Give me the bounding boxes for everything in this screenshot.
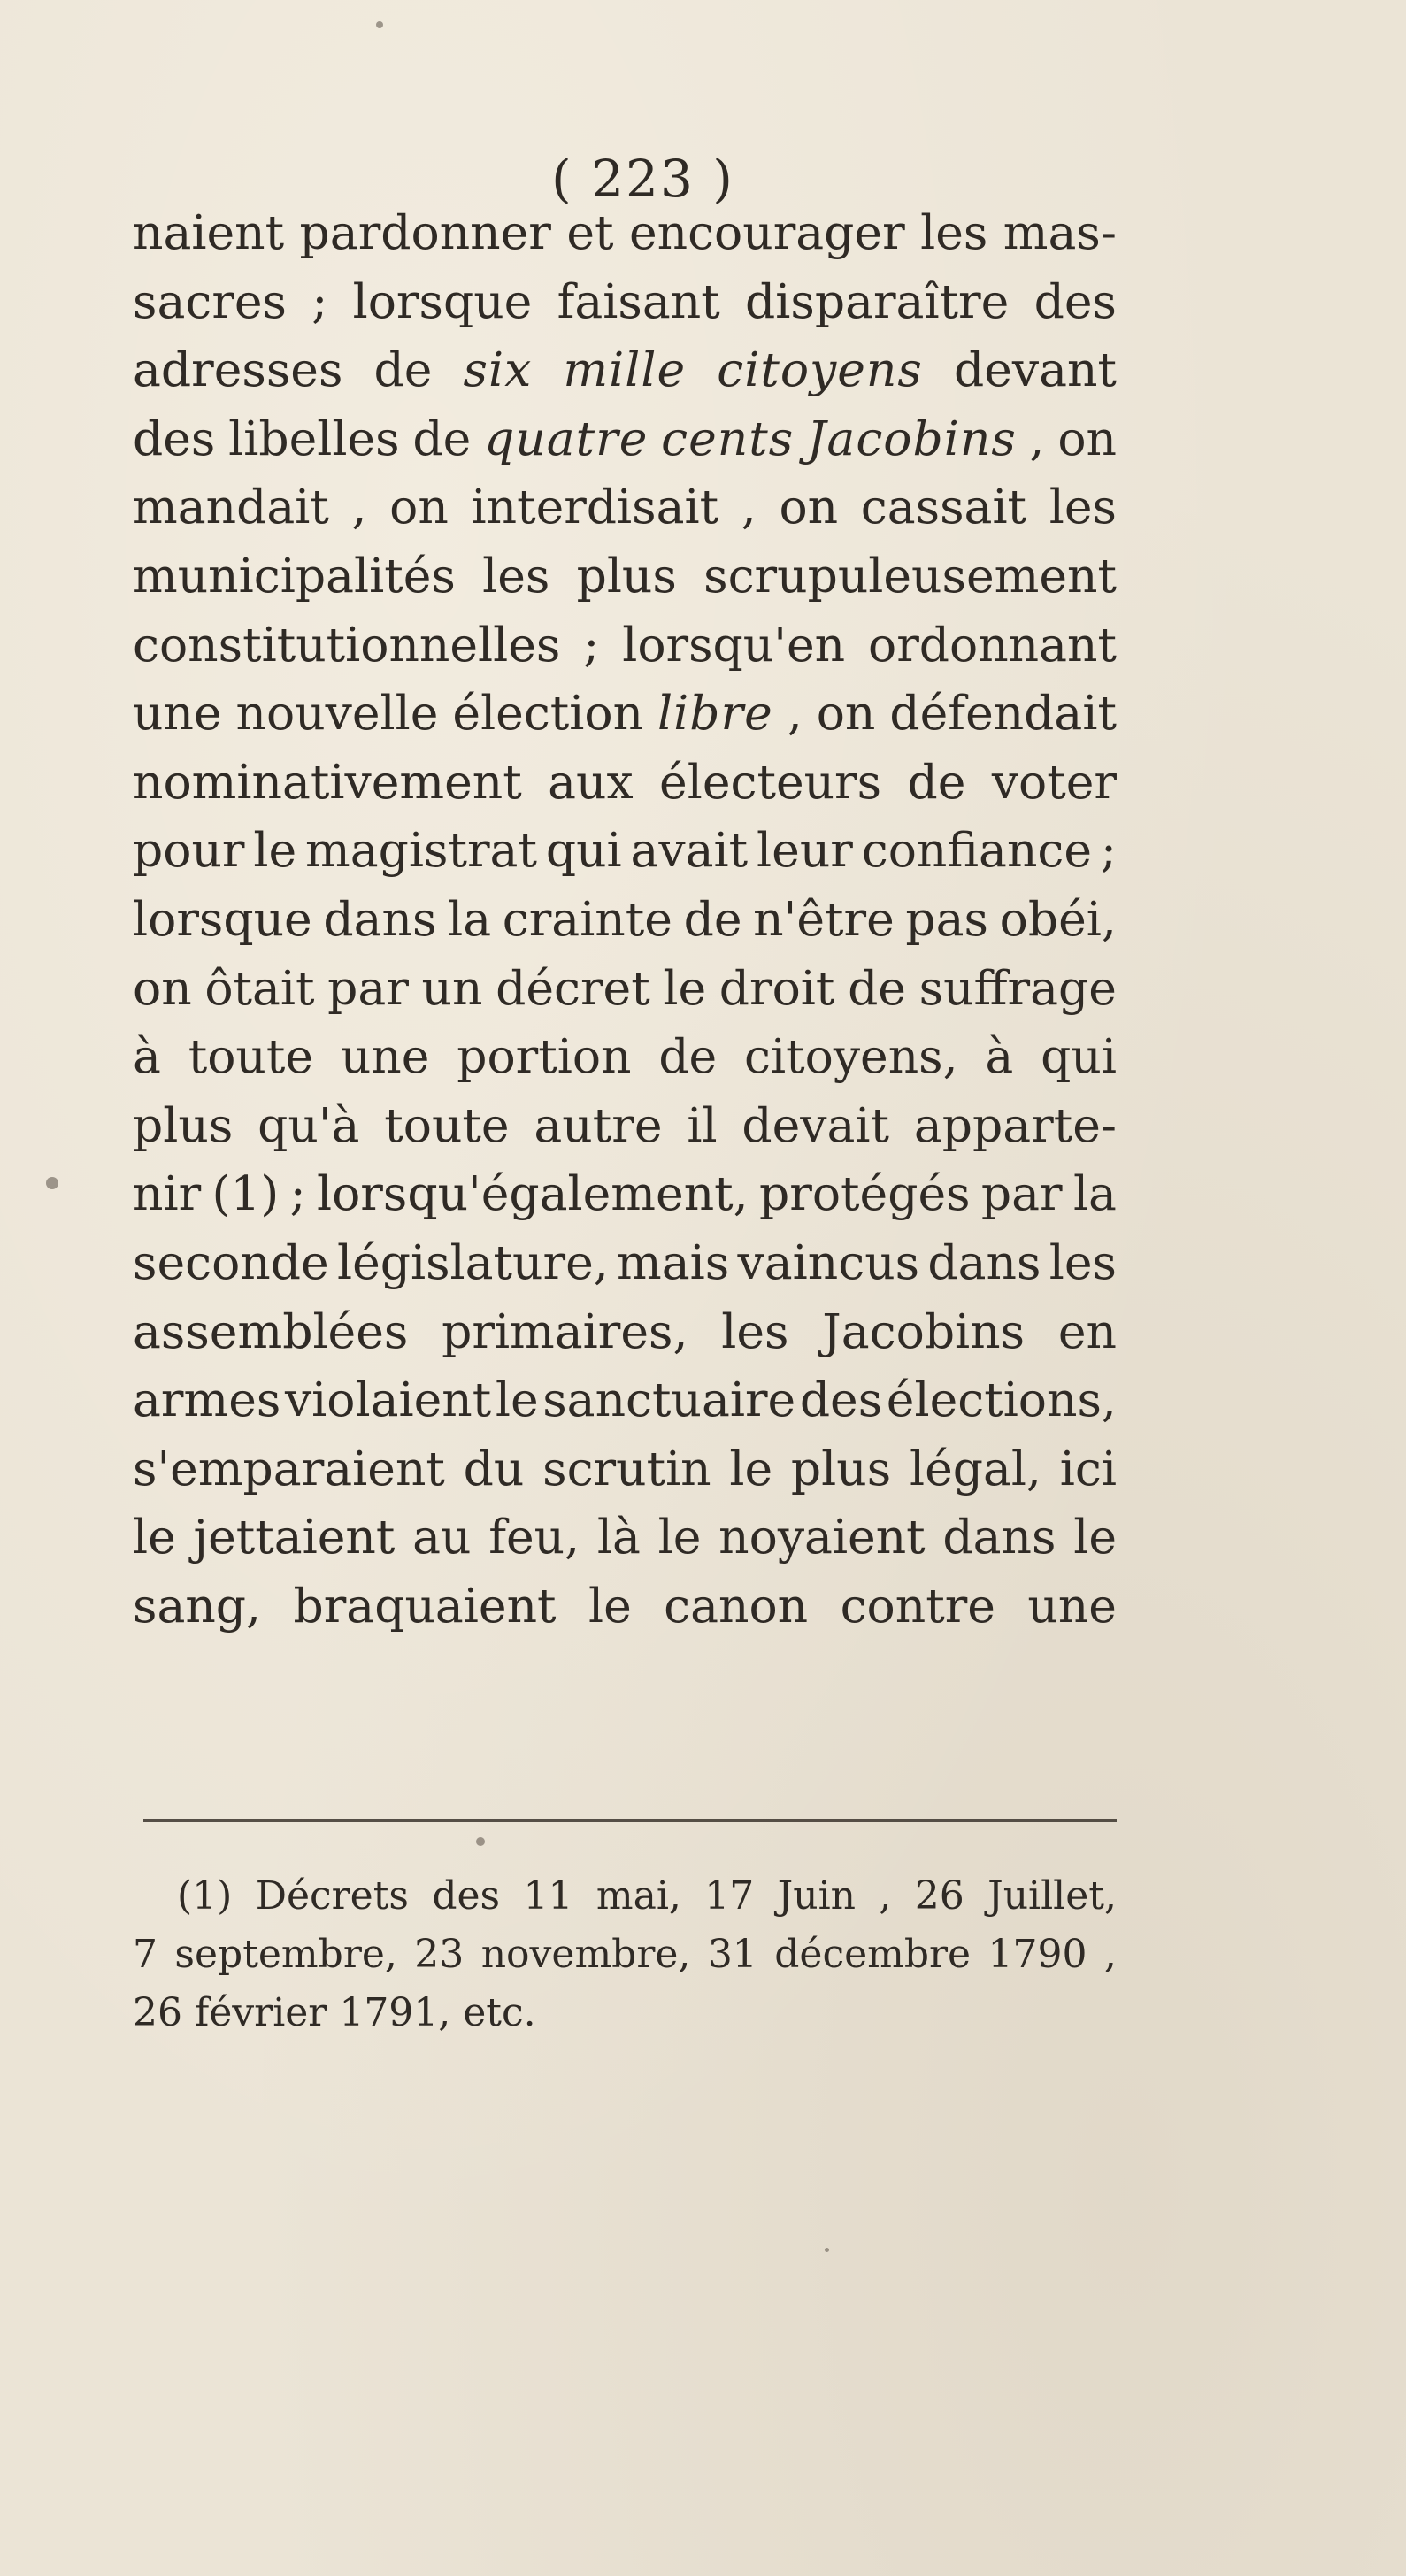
- text-line: [133, 1228, 1117, 1297]
- footnote-word: 7: [133, 1932, 158, 1977]
- word: lorsque: [352, 273, 533, 329]
- footnote-word: 1790: [987, 1932, 1087, 1977]
- text-line: [133, 748, 1117, 817]
- word: par: [327, 959, 409, 1016]
- footnote-word: 17: [704, 1873, 755, 1919]
- word: légal,: [909, 1440, 1041, 1496]
- text-line: [133, 1365, 1117, 1434]
- word: on: [779, 479, 839, 535]
- word: élection: [452, 685, 644, 742]
- word: des: [133, 410, 216, 466]
- word: interdisait: [471, 479, 719, 535]
- text-line: [133, 611, 1117, 680]
- word: magistrat: [305, 822, 537, 879]
- word: les: [1049, 479, 1117, 535]
- word: obéi,: [999, 890, 1117, 947]
- word: lorsqu'également,: [316, 1165, 749, 1222]
- text-line: [133, 954, 1117, 1023]
- italic-word: libre: [657, 685, 773, 742]
- word: du: [463, 1440, 525, 1496]
- word: primaires,: [442, 1303, 688, 1359]
- word: nouvelle: [235, 685, 439, 742]
- word: plus: [790, 1440, 892, 1496]
- word: au: [412, 1509, 472, 1565]
- text-line: [133, 816, 1117, 885]
- word: avait: [630, 822, 749, 879]
- paper-speck: [46, 1177, 58, 1189]
- word: mas-: [1003, 204, 1117, 260]
- word: dans: [323, 890, 437, 947]
- italic-word: mille: [563, 342, 687, 398]
- footnote-separator-rule: [143, 1819, 1117, 1822]
- word: voter: [991, 753, 1117, 810]
- word: il: [687, 1096, 718, 1153]
- word: assemblées: [133, 1303, 409, 1359]
- text-line: [133, 1159, 1117, 1228]
- paper-speck: [476, 1837, 485, 1846]
- word: encourager: [628, 204, 905, 260]
- footnote-word: septembre,: [174, 1932, 397, 1977]
- word: aux: [548, 753, 634, 810]
- word: constitutionnelles: [133, 616, 561, 673]
- footnote-word: ,: [879, 1873, 892, 1919]
- word: on: [389, 479, 449, 535]
- word: élections,: [886, 1372, 1117, 1428]
- word: seconde: [133, 1234, 329, 1290]
- word: sang,: [133, 1577, 262, 1634]
- word: plus: [133, 1096, 234, 1153]
- word: lorsque: [133, 890, 312, 947]
- footnote-word: Juin: [777, 1873, 856, 1919]
- text-line: [133, 473, 1117, 542]
- word: le: [663, 959, 707, 1016]
- word: à: [985, 1028, 1014, 1085]
- word: en: [1057, 1303, 1117, 1359]
- footnote-line: [133, 1926, 1117, 1984]
- body-text: [133, 198, 1117, 1640]
- word: qui: [545, 822, 622, 879]
- word: toute: [384, 1096, 510, 1153]
- text-line: [133, 198, 1117, 267]
- word: vaincus: [737, 1234, 920, 1290]
- word: la: [1072, 1165, 1117, 1222]
- word: feu,: [488, 1509, 580, 1565]
- word: violaient: [284, 1372, 492, 1428]
- word: des: [799, 1372, 883, 1428]
- word: ,: [1029, 410, 1045, 466]
- word: de: [683, 890, 742, 947]
- word: apparte-: [913, 1096, 1117, 1153]
- word: protégés: [759, 1165, 971, 1222]
- word: cassait: [860, 479, 1027, 535]
- word: le: [729, 1440, 773, 1496]
- word: une: [1027, 1577, 1117, 1634]
- word: ;: [311, 273, 328, 329]
- word: noyaient: [718, 1509, 926, 1565]
- footnote-word: 26: [914, 1873, 964, 1919]
- word: droit: [718, 959, 835, 1016]
- text-line: [133, 1297, 1117, 1366]
- word: de: [848, 959, 906, 1016]
- text-line: [133, 885, 1117, 954]
- word: devant: [953, 342, 1117, 398]
- text-line: [133, 267, 1117, 336]
- text-line: [133, 1572, 1117, 1641]
- text-line: [133, 404, 1117, 473]
- word: scrupuleusement: [703, 547, 1117, 604]
- footnote-line: 26 février 1791, etc.: [133, 1990, 536, 2035]
- word: on: [1057, 410, 1117, 466]
- word: un: [421, 959, 483, 1016]
- footnote-word: ,: [1103, 1932, 1117, 1977]
- footnote-word: Décrets: [255, 1873, 409, 1919]
- footnote: [133, 1867, 1117, 2042]
- text-line: [133, 1022, 1117, 1091]
- italic-word: quatre: [484, 410, 649, 466]
- word: les: [721, 1303, 789, 1359]
- word: le: [133, 1509, 176, 1565]
- word: adresses: [133, 342, 343, 398]
- word: contre: [840, 1577, 995, 1634]
- footnote-line: [177, 1867, 1117, 1926]
- paper-speck: [376, 21, 383, 28]
- word: on: [816, 685, 876, 742]
- word: municipalités: [133, 547, 456, 604]
- word: les: [1049, 1234, 1117, 1290]
- word: une: [340, 1028, 430, 1085]
- text-line: [133, 1503, 1117, 1572]
- word: ordonnant: [867, 616, 1117, 673]
- word: n'être: [753, 890, 895, 947]
- word: crainte: [502, 890, 672, 947]
- italic-word: six: [463, 342, 533, 398]
- word: armes: [133, 1372, 281, 1428]
- footnote-word: 31: [707, 1932, 757, 1977]
- word: dans: [927, 1234, 1041, 1290]
- word: ,: [741, 479, 757, 535]
- word: le: [588, 1577, 632, 1634]
- word: à: [133, 1028, 161, 1085]
- word: ;: [1100, 822, 1117, 879]
- footnote-word: novembre,: [480, 1932, 691, 1977]
- footnote-word: 11: [523, 1873, 573, 1919]
- word: lorsqu'en: [622, 616, 846, 673]
- word: la: [448, 890, 492, 947]
- word: suffrage: [918, 959, 1117, 1016]
- word: nominativement: [133, 753, 522, 810]
- word: libelles: [228, 410, 400, 466]
- word: sanctuaire: [542, 1372, 796, 1428]
- word: naient: [133, 204, 285, 260]
- word: leur: [757, 822, 853, 879]
- page-number: ( 223 ): [551, 149, 734, 209]
- word: dans: [942, 1509, 1056, 1565]
- footnote-word: Juillet,: [987, 1873, 1117, 1919]
- word: Jacobins: [822, 1303, 1026, 1359]
- word: pour: [133, 822, 245, 879]
- word: les: [482, 547, 550, 604]
- word: disparaître: [745, 273, 1010, 329]
- word: ôtait: [204, 959, 315, 1016]
- word: confiance: [861, 822, 1093, 879]
- word: le: [1073, 1509, 1117, 1565]
- footnote-word: mai,: [595, 1873, 681, 1919]
- footnote-word: 23: [414, 1932, 465, 1977]
- text-line: [133, 335, 1117, 404]
- word: braquaient: [293, 1577, 557, 1634]
- footnote-word: des: [432, 1873, 501, 1919]
- word: nir: [133, 1165, 202, 1222]
- italic-word: cents: [661, 410, 795, 466]
- word: électeurs: [659, 753, 882, 810]
- word: mais: [617, 1234, 730, 1290]
- word: décret: [496, 959, 650, 1016]
- word: le: [657, 1509, 702, 1565]
- word: là: [596, 1509, 641, 1565]
- word: et: [566, 204, 614, 260]
- word: défendait: [889, 685, 1117, 742]
- word: le: [495, 1372, 539, 1428]
- word: citoyens,: [744, 1028, 958, 1085]
- word: une: [133, 685, 222, 742]
- word: pas: [905, 890, 988, 947]
- word: de: [907, 753, 966, 810]
- word: des: [1033, 273, 1117, 329]
- word: canon: [664, 1577, 809, 1634]
- word: portion: [457, 1028, 632, 1085]
- text-line: [133, 1434, 1117, 1503]
- word: s'emparaient: [133, 1440, 445, 1496]
- word: ;: [583, 616, 600, 673]
- word: toute: [188, 1028, 314, 1085]
- word: pardonner: [299, 204, 551, 260]
- word: qui: [1041, 1028, 1117, 1085]
- word: de: [658, 1028, 718, 1085]
- word: de: [412, 410, 472, 466]
- text-line: [133, 542, 1117, 611]
- word: ;: [289, 1165, 306, 1222]
- word: (1): [211, 1165, 280, 1222]
- word: ,: [351, 479, 367, 535]
- word: législature,: [336, 1234, 609, 1290]
- text-line: [133, 679, 1117, 748]
- word: sacres: [133, 273, 288, 329]
- word: ici: [1059, 1440, 1117, 1496]
- word: ,: [787, 685, 803, 742]
- text-line: [133, 1091, 1117, 1160]
- word: plus: [576, 547, 677, 604]
- footnote-word: décembre: [774, 1932, 972, 1977]
- word: les: [920, 204, 988, 260]
- word: on: [133, 959, 192, 1016]
- word: scrutin: [542, 1440, 711, 1496]
- word: qu'à: [257, 1096, 360, 1153]
- word: devait: [741, 1096, 890, 1153]
- word: autre: [534, 1096, 663, 1153]
- word: jettaient: [193, 1509, 396, 1565]
- italic-word: citoyens: [717, 342, 923, 398]
- word: de: [373, 342, 433, 398]
- paper-speck: [825, 2248, 829, 2252]
- word: le: [253, 822, 297, 879]
- word: par: [980, 1165, 1063, 1222]
- word: faisant: [557, 273, 720, 329]
- italic-word: Jacobins: [806, 410, 1017, 466]
- word: mandait: [133, 479, 329, 535]
- footnote-word: (1): [177, 1873, 233, 1919]
